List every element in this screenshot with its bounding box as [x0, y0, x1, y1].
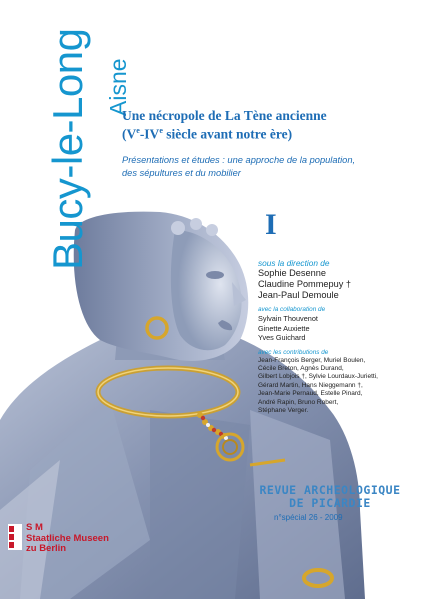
contributions-group: [258, 349, 422, 416]
volume-number: I: [265, 208, 277, 241]
title-part: siècle avant notre ère): [162, 126, 293, 142]
book-title-line1: Une nécropole de La Tène ancienne: [122, 108, 327, 123]
collaborator-name: Yves Guichard: [258, 333, 306, 342]
museum-line3: zu Berlin: [26, 543, 67, 554]
collaborator-name: Ginette Auxiette: [258, 323, 310, 333]
contributor-line: Jean-Marie Pernaud, Estelle Pinard,: [258, 390, 363, 398]
collaboration-group: [258, 306, 422, 343]
vertical-subtitle: Aisne: [105, 58, 131, 116]
contributor-line: André Rapin, Bruno Robert,: [258, 398, 339, 406]
contributor-line: Gilbert Lobjois †, Sylvie Lourdaux-Jurietti,: [258, 373, 378, 381]
subtitle-line: des sépultures et du mobilier: [122, 167, 241, 178]
vertical-title: [44, 28, 91, 270]
museum-name: [26, 523, 109, 555]
book-subtitle: [122, 154, 392, 179]
direction-group: [258, 258, 422, 301]
revue-title-line2: DE PICARDIE: [289, 496, 371, 510]
author-name: Claudine Pommepuy †: [258, 279, 351, 289]
contributor-line: Cécile Breton, Agnès Durand,: [258, 364, 344, 372]
museum-mark-icon: [8, 524, 22, 550]
title-part: -IV: [139, 126, 160, 142]
issue-number: n°spécial 26 - 2009: [274, 513, 343, 522]
contributor-line: Stéphane Verger.: [258, 406, 309, 414]
title-sup: e: [159, 126, 163, 135]
author-name: Sophie Desenne: [258, 268, 326, 278]
author-name: Jean-Paul Demoule: [258, 290, 339, 300]
credits-block: [258, 258, 422, 415]
revue-title-line1: REVUE ARCHEOLOGIQUE: [259, 483, 401, 497]
subtitle-line: Présentations et études : une approche de la population,: [122, 155, 356, 165]
museum-line2: Staatliche Museen: [26, 532, 109, 544]
title-sup: e: [136, 126, 140, 135]
direction-label: sous la direction de: [258, 258, 330, 268]
book-title-line2: [122, 126, 292, 143]
collaboration-label: avec la collaboration de: [258, 306, 326, 313]
museum-line1: S M: [26, 522, 43, 533]
contributor-line: Jean-François Berger, Muriel Boulen,: [258, 356, 366, 364]
revue-title: [255, 484, 405, 510]
title-part: (V: [122, 126, 137, 142]
contributions-label: avec les contributions de: [258, 348, 329, 356]
collaborator-name: Sylvain Thouvenot: [258, 314, 318, 323]
contributor-line: Gérard Martin, Hans Nieggemann †,: [258, 381, 363, 389]
site-name: Bucy-le-Long: [44, 28, 91, 270]
